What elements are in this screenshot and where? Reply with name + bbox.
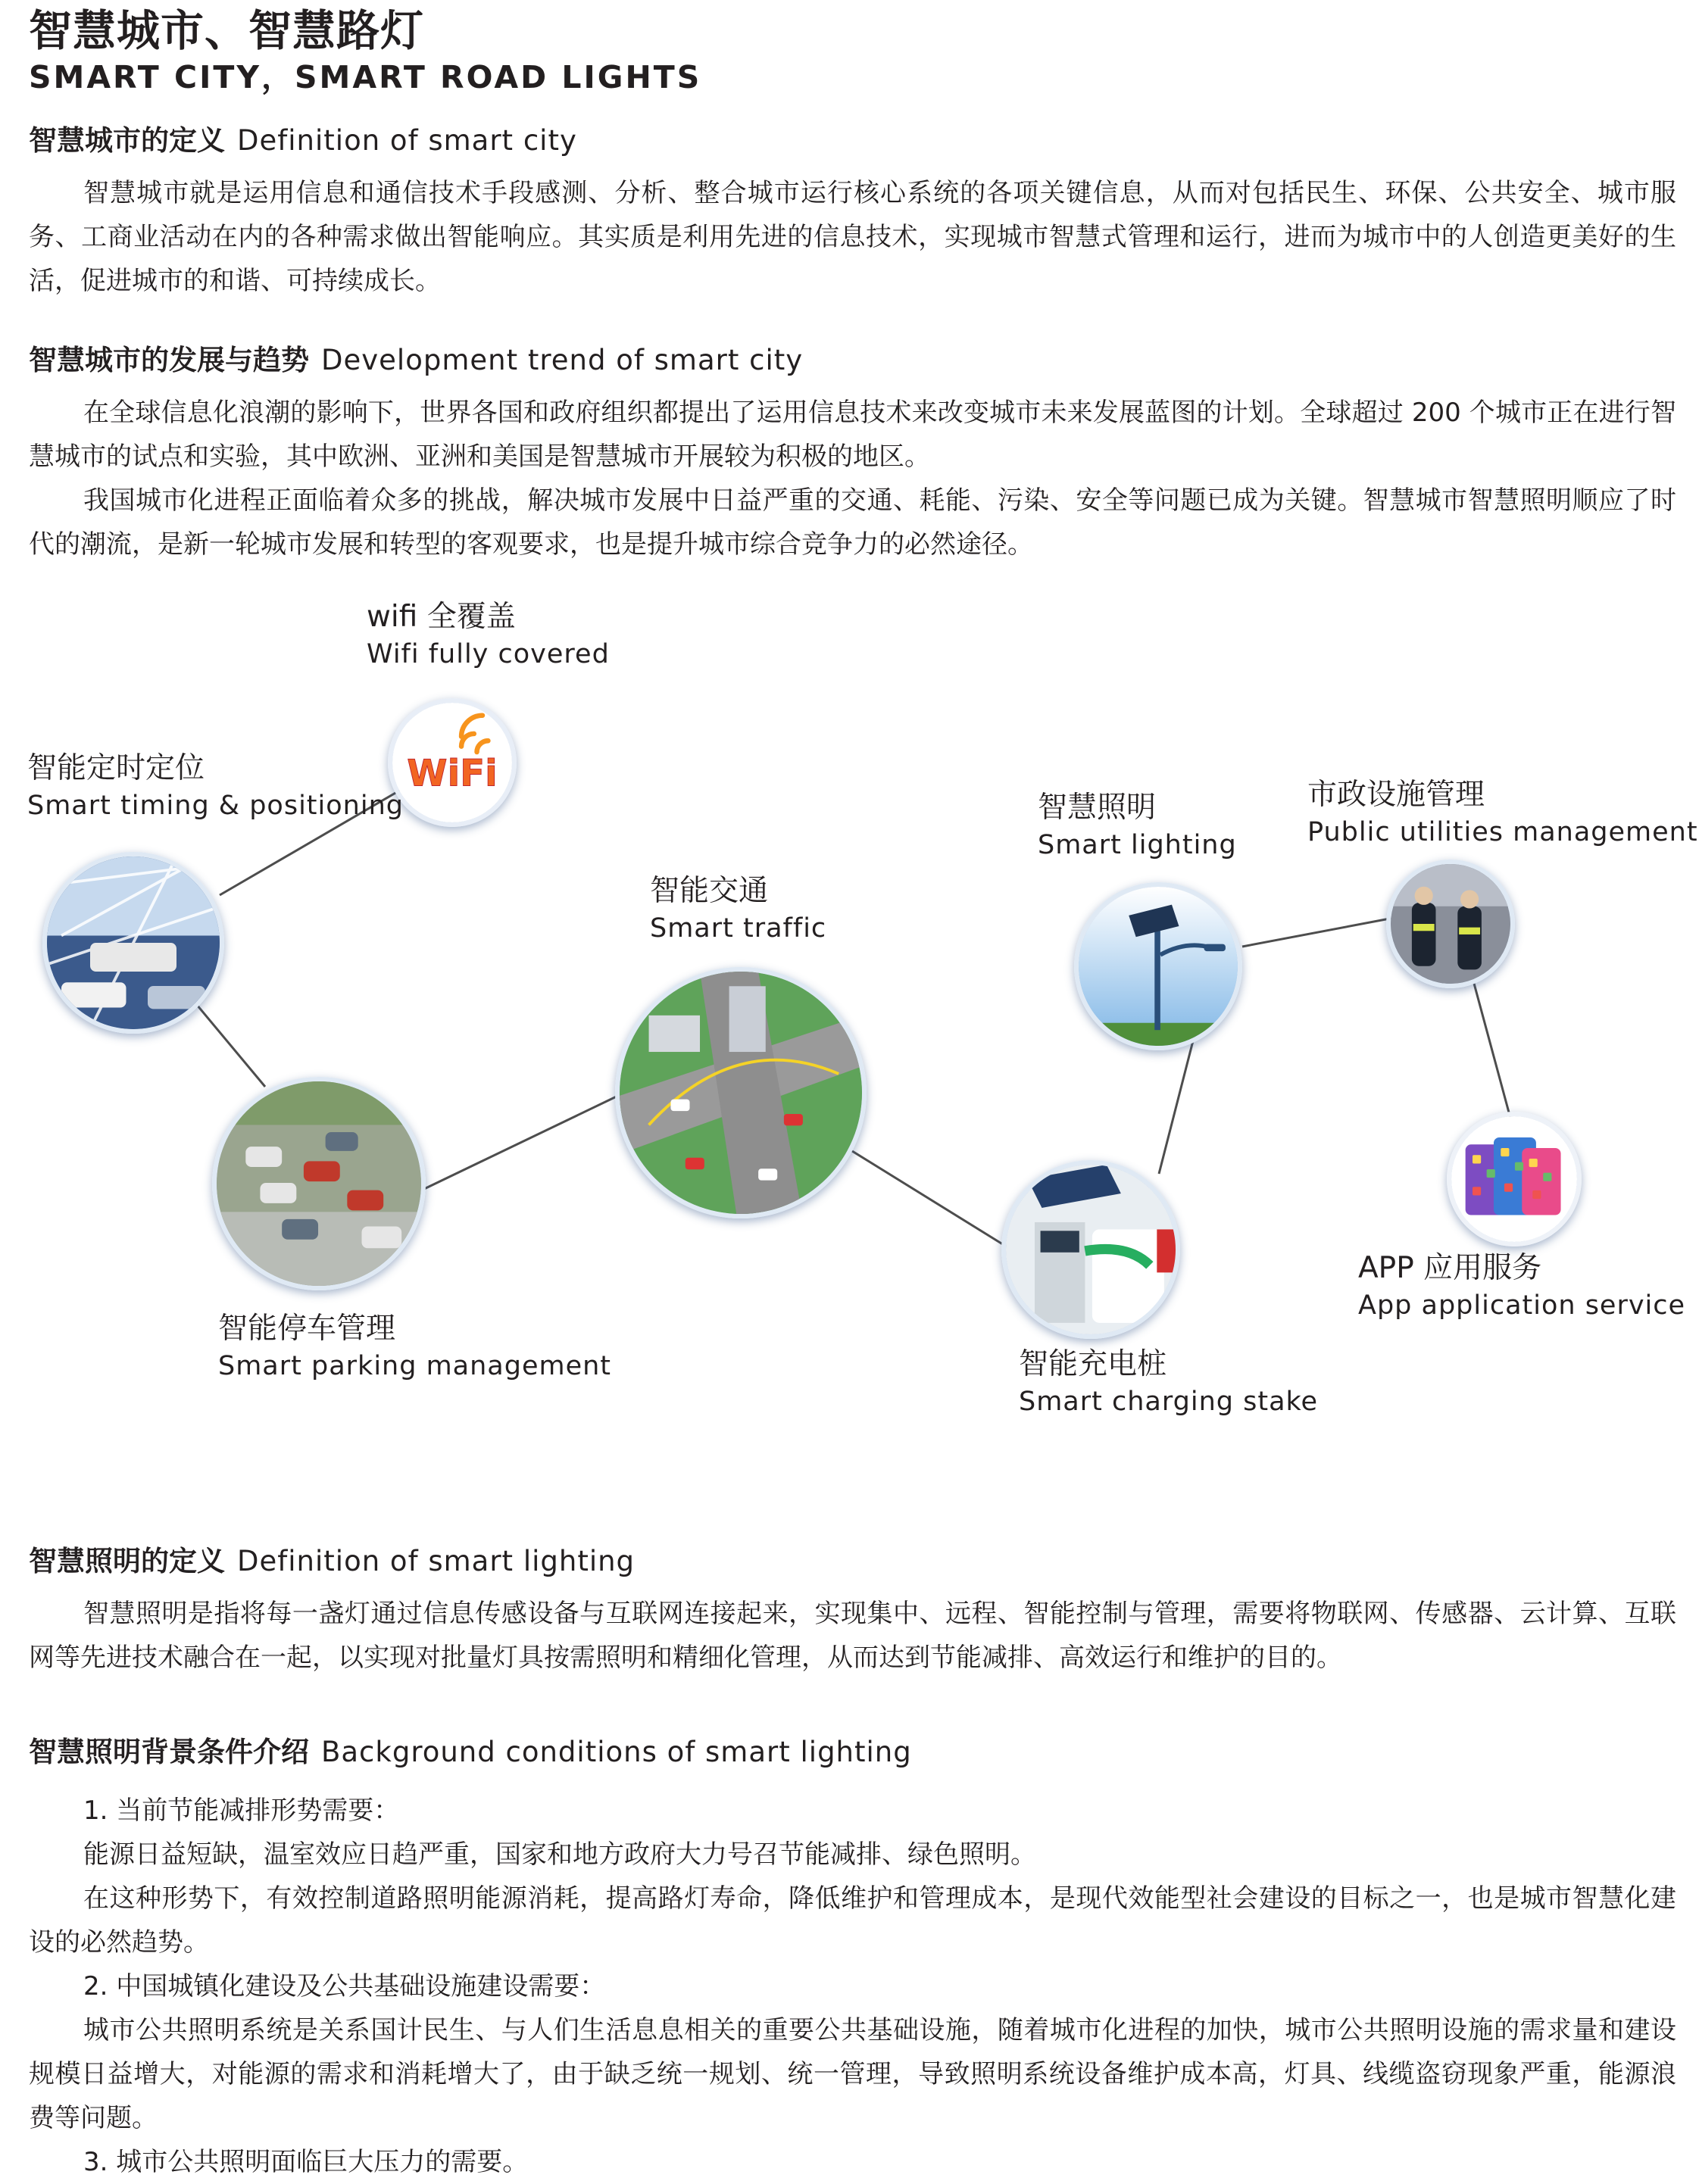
list-item-heading: 1. 当前节能减排形势需要： <box>83 1796 400 1826</box>
paragraph: 能源日益短缺，温室效应日趋严重，国家和地方政府大力号召节能减排、绿色照明。 <box>83 1839 1036 1870</box>
section-heading-en: Background conditions of smart lighting <box>321 1736 912 1768</box>
node-label-en: Smart traffic <box>650 913 827 944</box>
node-label-zh: 智能交通 <box>650 874 769 908</box>
traffic-node <box>615 967 867 1218</box>
section-heading-smart-lighting-background <box>29 1733 912 1772</box>
public-utilities-node <box>1386 860 1515 988</box>
connector-line <box>852 1151 1011 1250</box>
app-label <box>1358 1250 1685 1324</box>
app-node <box>1447 1112 1582 1246</box>
charging-label <box>1019 1346 1318 1420</box>
node-label-zh: wifi 全覆盖 <box>367 600 516 634</box>
public-utilities-label <box>1307 776 1698 850</box>
node-label-en: Smart lighting <box>1038 830 1237 860</box>
paragraph: 在全球信息化浪潮的影响下，世界各国和政府组织都提出了运用信息技术来改变城市未来发展蓝图的计划。全球超过 200 个城市正在进行智慧城市的试点和实验，其中欧洲、亚洲和美国是智慧城市开展较为积极的地区。 <box>29 398 1676 472</box>
svg-text:WiFi: WiFi <box>407 752 498 795</box>
parking-icon <box>217 1081 421 1286</box>
wifi-icon <box>392 703 512 822</box>
connector-line <box>1242 918 1394 947</box>
node-label-zh: 智慧照明 <box>1038 791 1157 825</box>
section-heading-en: Definition of smart lighting <box>237 1545 636 1577</box>
lighting-node <box>1074 882 1242 1050</box>
timing-node <box>42 852 224 1034</box>
parking-label <box>218 1310 611 1384</box>
node-label-en: App application service <box>1358 1290 1686 1321</box>
traffic-icon <box>620 972 862 1214</box>
node-label-en: Smart charging stake <box>1019 1387 1319 1417</box>
node-label-zh: 市政设施管理 <box>1307 778 1485 812</box>
lighting-label <box>1038 789 1237 863</box>
connector-line <box>1473 981 1511 1121</box>
section-heading-zh: 智慧照明背景条件介绍 <box>29 1736 309 1768</box>
public-utilities-icon <box>1391 864 1510 984</box>
charging-station-icon <box>1006 1165 1176 1334</box>
connector-line <box>189 996 265 1087</box>
node-label-zh: 智能定时定位 <box>27 751 205 785</box>
node-label-en: Public utilities management <box>1307 817 1698 847</box>
section-heading-smart-city-definition <box>29 121 577 161</box>
node-label-zh: 智能充电桩 <box>1019 1347 1167 1381</box>
paragraph: 智慧照明是指将每一盏灯通过信息传感设备与互联网连接起来，实现集中、远程、智能控制与管理，需要将物联网、传感器、云计算、互联网等先进技术融合在一起，以实现对批量灯具按需照明和精细化管理，从而达到节能减排、高效运行和维护的目的。 <box>29 1599 1676 1673</box>
node-label-zh: 智能停车管理 <box>218 1312 396 1346</box>
street-light-icon <box>1079 887 1238 1046</box>
app-phones-icon <box>1451 1116 1577 1242</box>
paragraph: 智慧城市就是运用信息和通信技术手段感测、分析、整合城市运行核心系统的各项关键信息，从而对包括民生、环保、公共安全、城市服务、工商业活动在内的各种需求做出智能响应。其实质是利用先进的信息技术，实现城市智慧式管理和运行，进而为城市中的人创造更美好的生活，促进城市的和谐、可持续成长。 <box>29 178 1676 296</box>
section-heading-smart-city-trend <box>29 341 803 380</box>
timing-label <box>27 750 404 824</box>
paragraph: 我国城市化进程正面临着众多的挑战，解决城市发展中日益严重的交通、耗能、污染、安全等问题已成为关键。智慧城市智慧照明顺应了时代的潮流，是新一轮城市发展和转型的客观要求，也是提升城市综合竞争力的必然途径。 <box>29 485 1676 560</box>
parking-node <box>212 1077 426 1290</box>
node-label-en: Wifi fully covered <box>367 639 610 669</box>
section-heading-smart-lighting-definition <box>29 1542 635 1581</box>
traffic-label <box>650 872 826 947</box>
node-label-zh: APP 应用服务 <box>1358 1251 1542 1285</box>
section-heading-en: Development trend of smart city <box>321 344 804 376</box>
wifi-node <box>388 698 517 827</box>
wifi-label <box>367 598 610 672</box>
list-item-heading: 2. 中国城镇化建设及公共基础设施建设需要： <box>83 1971 606 2001</box>
paragraph: 城市公共照明系统是关系国计民生、与人们生活息息相关的重要公共基础设施，随着城市化进程的加快，城市公共照明设施的需求量和建设规模日益增大，对能源的需求和消耗增大了，由于缺乏统一规划、统一管理，导致照明系统设备维护成本高，灯具、线缆盗窃现象严重，能源浪费等问题。 <box>29 2015 1676 2133</box>
paragraph: 在这种形势下，有效控制道路照明能源消耗，提高路灯寿命，降低维护和管理成本，是现代效能型社会建设的目标之一，也是城市智慧化建设的必然趋势。 <box>29 1883 1676 1958</box>
list-item-heading: 3. 城市公共照明面临巨大压力的需要。 <box>83 2147 529 2177</box>
section-heading-en: Definition of smart city <box>237 124 577 157</box>
page-title: 智慧城市、智慧路灯 <box>29 6 424 56</box>
section-heading-zh: 智慧城市的定义 <box>29 124 225 157</box>
charging-node <box>1001 1160 1180 1339</box>
page-subtitle: SMART CITY，SMART ROAD LIGHTS <box>29 59 702 95</box>
timing-positioning-icon <box>47 856 220 1029</box>
smart-city-diagram <box>0 591 1699 1439</box>
section-heading-zh: 智慧照明的定义 <box>29 1545 225 1577</box>
section-heading-zh: 智慧城市的发展与趋势 <box>29 344 309 376</box>
connector-line <box>424 1094 621 1189</box>
node-label-en: Smart parking management <box>218 1351 612 1381</box>
node-label-en: Smart timing & positioning <box>27 791 404 821</box>
